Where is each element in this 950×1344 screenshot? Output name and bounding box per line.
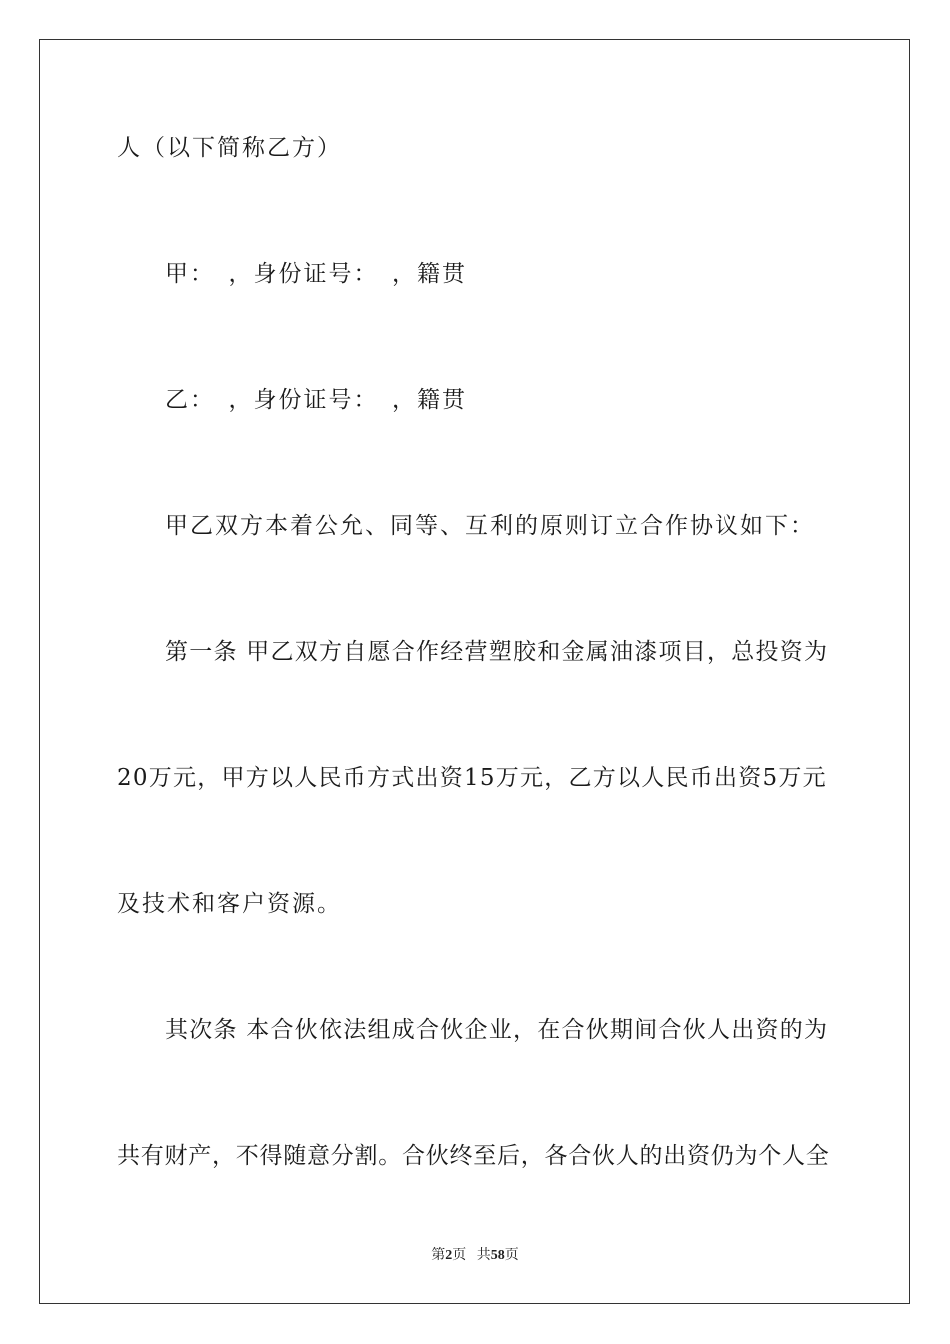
text-line-article-1: 第一条 甲乙双方自愿合作经营塑胶和金属油漆项目，总投资为 [165,639,829,665]
footer-page-suffix: 页 [452,1248,467,1263]
text-line-intro: 甲乙双方本着公允、同等、互利的原则订立合作协议如下： [165,513,815,539]
text-line-party-b: 乙： ，身份证号： ，籍贯 [165,387,467,413]
footer-total-suffix: 页 [504,1248,519,1263]
text-line-1: 人（以下简称乙方） [117,135,342,161]
text-line-party-a: 甲： ，身份证号： ，籍贯 [165,261,467,287]
text-line-article-2: 其次条 本合伙依法组成合伙企业，在合伙期间合伙人出资的为 [165,1017,829,1043]
footer-page-number: 2 [445,1248,453,1263]
footer-page-prefix: 第 [431,1248,446,1263]
text-line-property: 共有财产，不得随意分割。合伙终至后，各合伙人的出资仍为个人全 [117,1143,830,1169]
page-border [39,39,910,1304]
footer-total-prefix: 共 [476,1248,491,1263]
page-footer [0,1247,950,1265]
text-line-investment: 20万元，甲方以人民币方式出资15万元，乙方以人民币出资5万元 [117,765,827,791]
text-line-resources: 及技术和客户资源。 [117,891,342,917]
footer-total-number: 58 [490,1248,505,1263]
